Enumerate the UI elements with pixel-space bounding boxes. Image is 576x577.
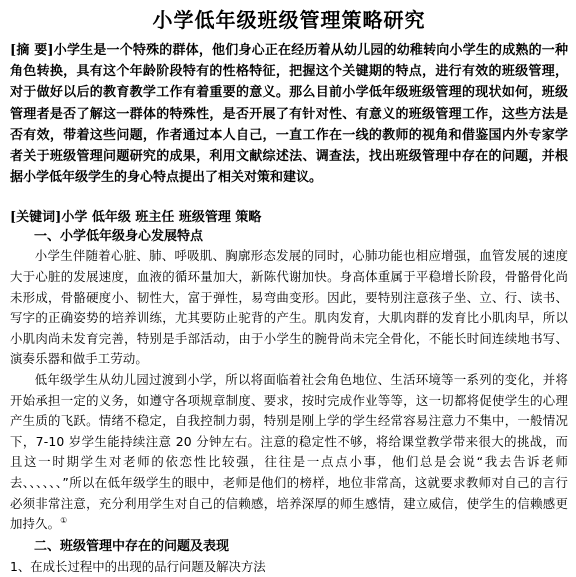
abstract-text: 小学生是一个特殊的群体，他们身心正在经历着从幼儿园的幼稚转向小学生的成熟的一种角色转换，具有这个年龄阶段特有的性格特征，把握这个关键期的特点，进行有效的班级管理，对于做好以后的教育教学工作有着重要的意义。那么目前小学低年级班级管理的现状如何，班级管理者是否了解这一群体的特殊性，是否开展了有针对性、有意义的班级管理工作，这些方法是否有效，带着这些问题，作者通过本人自己，一直工作在一线的教师的视角和借鉴国内外专家学者关于班级管理问题研究的成果，利用文献综述法、调查法，找出班级管理中存在的问题，并根据小学低年级学生的身心特点提出了相关对策和建议。 [10, 43, 568, 186]
section1-heading: 一、小学低年级身心发展特点 [34, 229, 204, 245]
spacer [10, 188, 568, 208]
abstract [10, 40, 568, 188]
keywords-text: 小学 低年级 班主任 班级管理 策略 [61, 210, 262, 226]
section2-subheading-1: 1、在成长过程中的出现的品行问题及解决方法 [10, 558, 266, 574]
footnote-mark[interactable]: ① [60, 516, 68, 526]
section1-paragraph-2-text: 低年级学生从幼儿园过渡到小学，所以将面临着社会角色地位、生活环境等一系列的变化，并将开始承担一定的义务，如遵守各项规章制度、要求，按时完成作业等等，这一切都将促使学生的心理产生质的飞跃。情绪不稳定，自我控制力弱，特别是刚上学的学生经常容易注意力不集中，一般情况下，7-10 岁学生能持续注意 20 分钟左右。注意的稳定性不够，将给课堂教学带来很大的挑战，而且这一时期学生对老师的依恋性比较强，往往是一点点小事，他们总是会说“我去告诉老师去、、、、、、”所以在低年级学生的眼中，老师是他们的榜样，地位非常高，这就要求教师对自己的言行必须非常注意，充分利用学生对自己的信赖感，培养深厚的师生感情，建立威信，使学生的信赖感更加持久。 [10, 371, 568, 532]
page-title: 小学低年级班级管理策略研究 [152, 8, 426, 32]
section1-paragraph-1: 小学生伴随着心脏、肺、呼吸肌、胸廓形态发展的同时，心肺功能也相应增强，血管发展的速度大于心脏的发展速度，血液的循环量加大，新陈代谢加快。身高体重属于平稳增长阶段，骨骼骨化尚未形成，骨骼硬度小、韧性大，富于弹性，易弯曲变形。因此，要特别注意孩子坐、立、行、读书、写字的正确姿势的培养训练，尤其要防止驼背的产生。肌肉发育，大肌肉群的发育比小肌肉早，所以小肌肉尚未发育完善，特别是手部活动，由于小学生的腕骨尚未完全骨化，不能长时间连续地书写、演奏乐器和做手工劳动。 [10, 248, 568, 367]
section2-heading: 二、班级管理中存在的问题及表现 [34, 538, 230, 554]
abstract-label: [摘 要] [10, 43, 54, 58]
section1-paragraph-2 [10, 370, 568, 535]
keywords-label: [关键词] [10, 210, 62, 226]
keywords [10, 208, 568, 227]
